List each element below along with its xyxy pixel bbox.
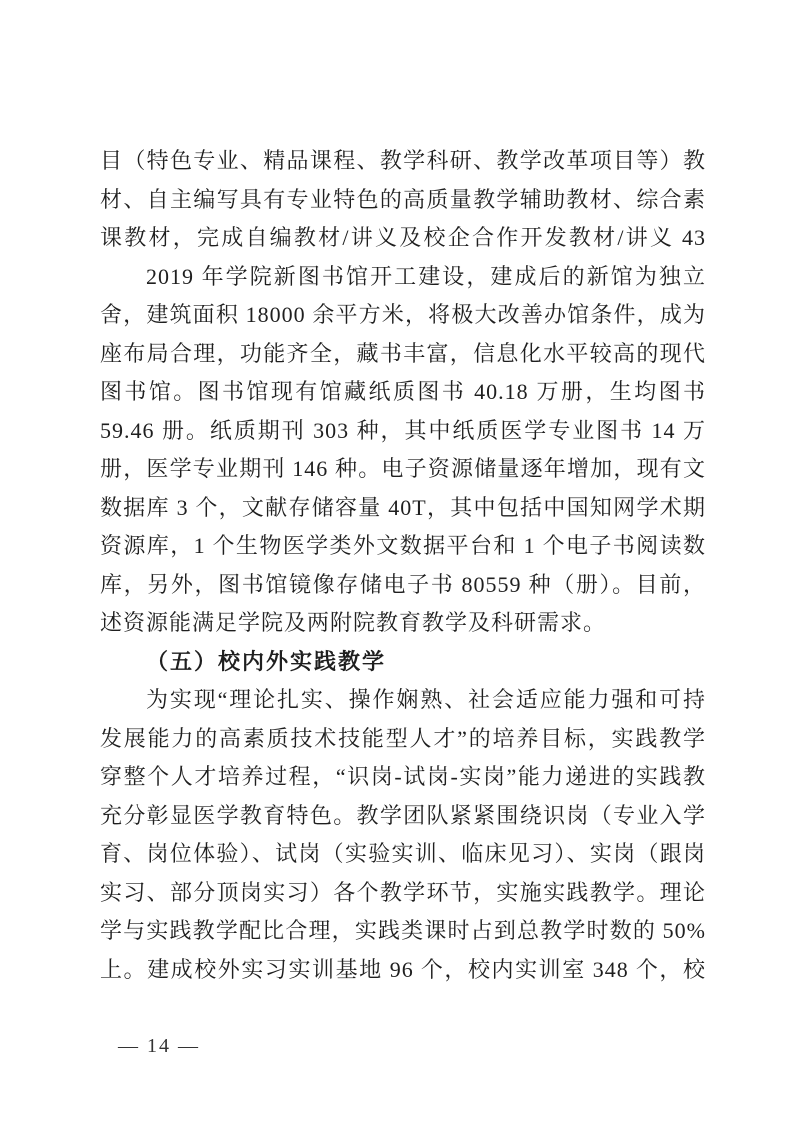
section-heading: （五）校内外实践教学 xyxy=(146,648,387,674)
text-line: 学与实践教学配比合理，实践类课时占到总教学时数的 50% xyxy=(100,918,706,943)
page-number-footer xyxy=(118,1035,200,1058)
text-line: 上。建成校外实习实训基地 96 个，校内实训室 348 个，校 xyxy=(100,956,706,982)
text-line: 资源库，1 个生物医学类外文数据平台和 1 个电子书阅读数 xyxy=(100,533,706,558)
text-line: 舍，建筑面积 18000 余平方米，将极大改善办馆条件，成为 xyxy=(100,302,706,327)
text-line: 材、自主编写具有专业特色的高质量教学辅助教材、综合素 xyxy=(100,186,706,212)
text-line: 目（特色专业、精品课程、教学科研、教学改革项目等）教 xyxy=(100,148,706,173)
text-line: 座布局合理，功能齐全，藏书丰富，信息化水平较高的现代 xyxy=(100,340,706,366)
text-line: 育、岗位体验）、试岗（实验实训、临床见习）、实岗（跟岗 xyxy=(100,841,706,866)
text-line: 发展能力的高素质技术技能型人才”的培养目标，实践教学 xyxy=(100,725,706,751)
text-line: 实习、部分顶岗实习）各个教学环节，实施实践教学。理论 xyxy=(100,879,706,905)
text-line: 数据库 3 个，文献存储容量 40T，其中包括中国知网学术期 xyxy=(100,494,706,520)
text-line: 59.46 册。纸质期刊 303 种，其中纸质医学专业图书 14 万 xyxy=(100,417,706,443)
text-line: 为实现“理论扎实、操作娴熟、社会适应能力强和可持 xyxy=(146,687,706,712)
text-line: 2019 年学院新图书馆开工建设，建成后的新馆为独立 xyxy=(146,263,706,289)
text-line: 充分彰显医学教育特色。教学团队紧紧围绕识岗（专业入学 xyxy=(100,802,706,828)
text-line: 课教材，完成自编教材/讲义及校企合作开发教材/讲义 43 xyxy=(100,225,706,250)
text-line: 库，另外，图书馆镜像存储电子书 80559 种（册）。目前， xyxy=(100,571,706,597)
document-content xyxy=(100,142,706,989)
text-line: 图书馆。图书馆现有馆藏纸质图书 40.18 万册，生均图书 xyxy=(100,379,706,404)
page-number: — 14 — xyxy=(118,1035,200,1057)
text-line: 穿整个人才培养过程，“识岗-试岗-实岗”能力递进的实践教 xyxy=(100,764,706,789)
text-line: 册，医学专业期刊 146 种。电子资源储量逐年增加，现有文 xyxy=(100,456,706,481)
text-line: 述资源能满足学院及两附院教育教学及科研需求。 xyxy=(100,610,607,635)
